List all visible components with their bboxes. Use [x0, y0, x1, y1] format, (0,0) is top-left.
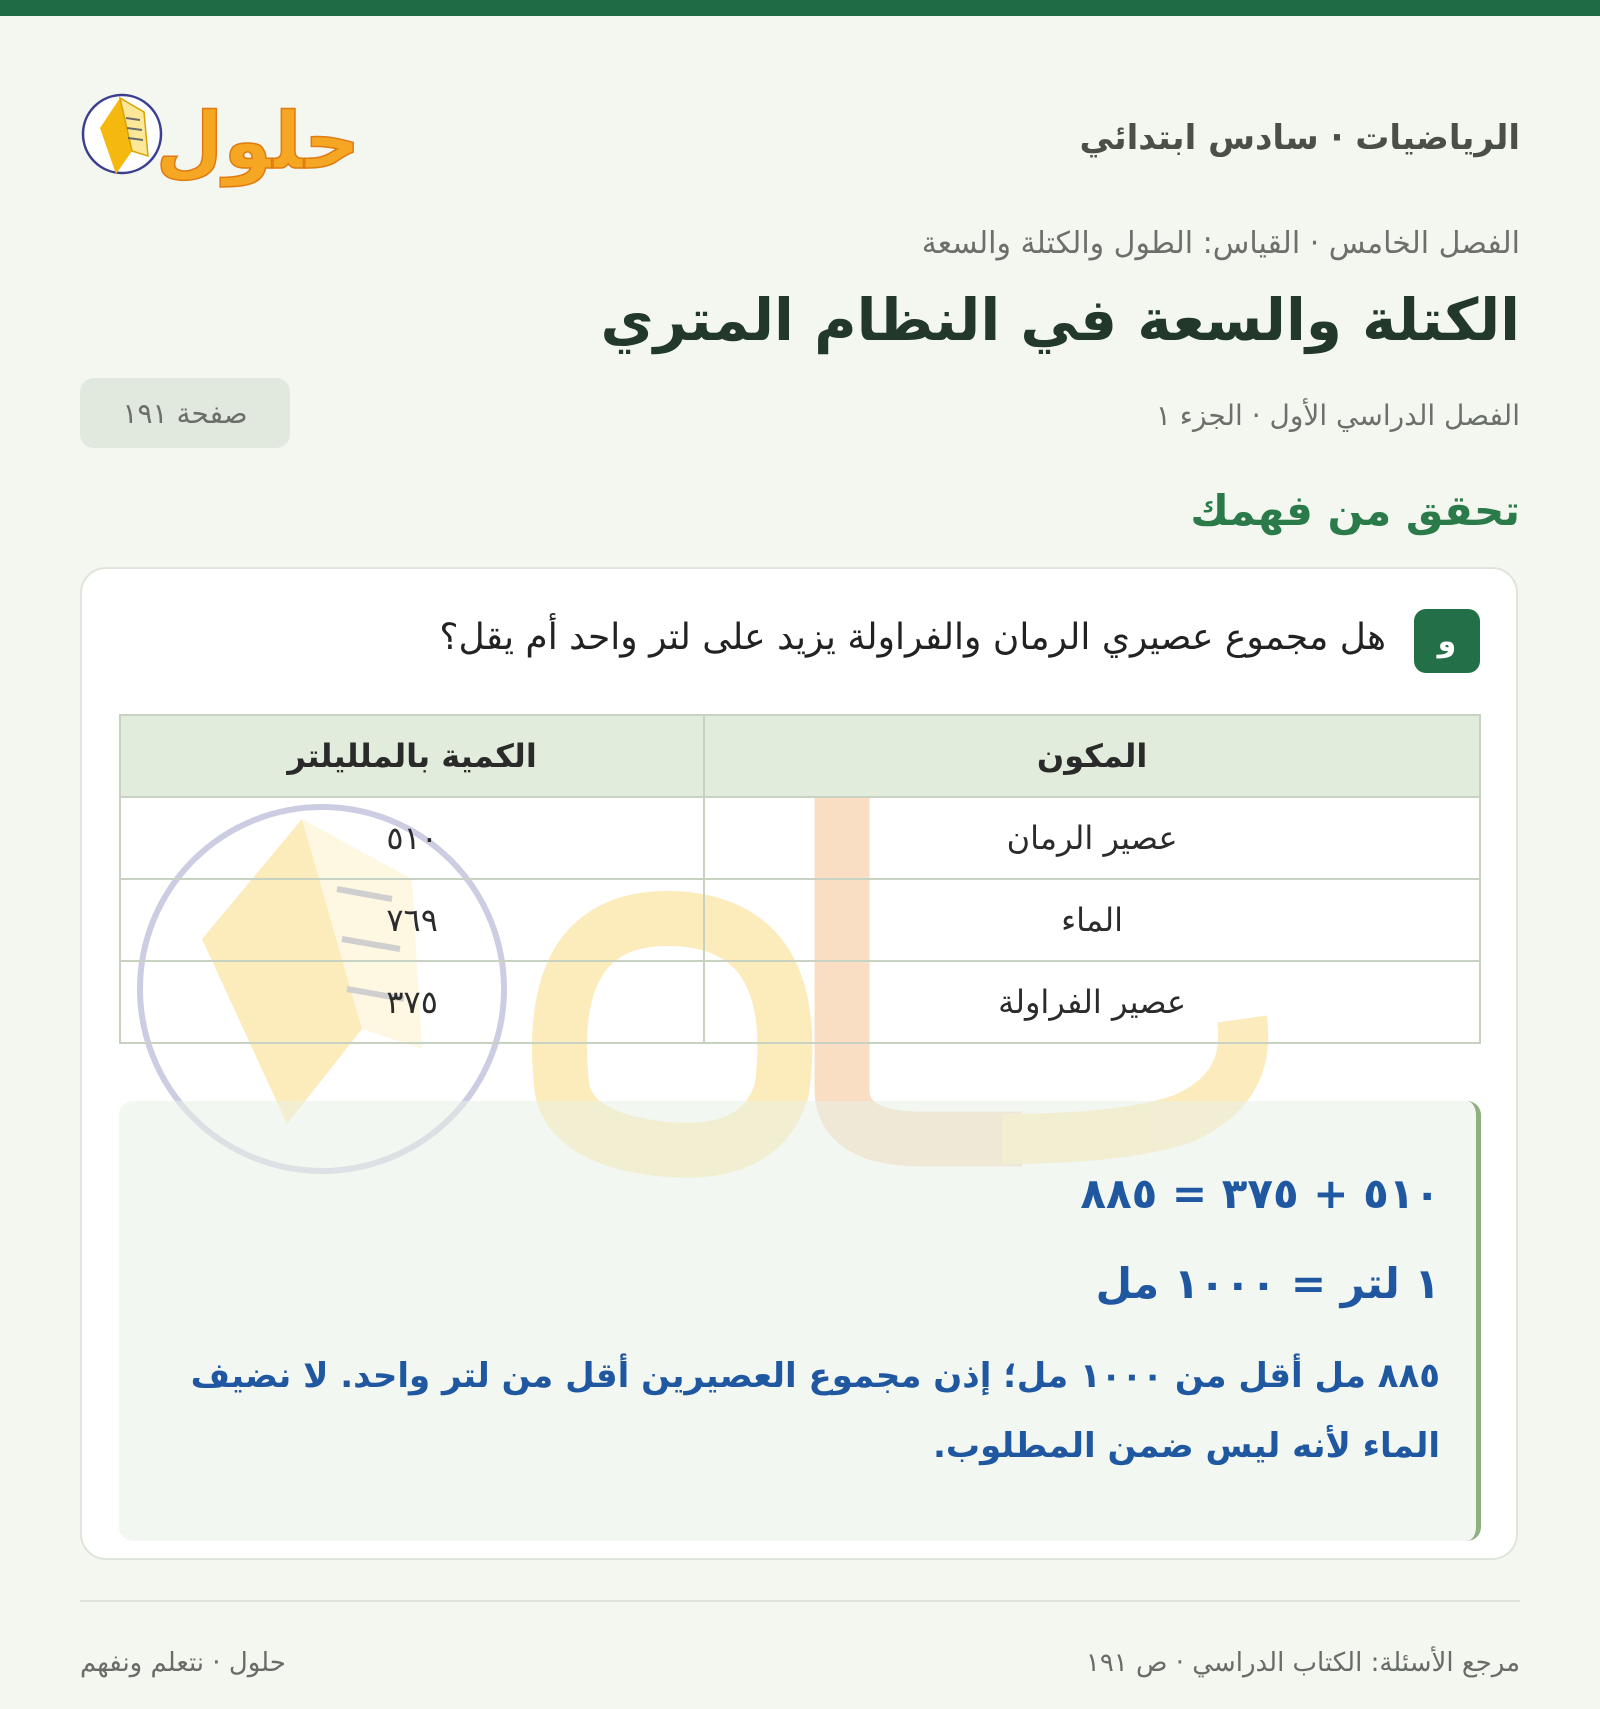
footer-divider — [80, 1600, 1520, 1602]
question-text: هل مجموع عصيري الرمان والفراولة يزيد على لتر واحد أم يقل؟ — [439, 617, 1386, 658]
ingredient-cell: الماء — [704, 879, 1480, 961]
header — [80, 76, 1520, 186]
quantity-cell: ٧٦٩ — [120, 879, 704, 961]
hulul-logo[interactable] — [80, 76, 370, 196]
footer-brand[interactable]: حلول · نتعلم ونفهم — [80, 1648, 286, 1678]
logo-wordmark: حلول — [155, 97, 361, 187]
ingredient-cell: عصير الرمان — [704, 797, 1480, 879]
table-row — [120, 879, 1480, 961]
ingredient-cell: عصير الفراولة — [704, 961, 1480, 1043]
section-heading: تحقق من فهمك — [1190, 486, 1520, 535]
lesson-title: الكتلة والسعة في النظام المتري — [600, 286, 1520, 354]
answer-box — [119, 1101, 1481, 1541]
chapter-breadcrumb: الفصل الخامس · القياس: الطول والكتلة والسعة — [921, 226, 1520, 261]
top-accent-bar — [0, 0, 1600, 16]
answer-equation-conversion: ١ لتر = ١٠٠٠ مل — [1095, 1259, 1440, 1308]
subject-title: الرياضيات · سادس ابتدائي — [1079, 118, 1520, 158]
footer-reference: مرجع الأسئلة: الكتاب الدراسي · ص ١٩١ — [1085, 1648, 1520, 1678]
page — [80, 16, 1520, 1709]
term-info: الفصل الدراسي الأول · الجزء ١ — [1155, 399, 1520, 432]
question-label-badge: و — [1414, 609, 1480, 673]
answer-equation-sum: ٥١٠ + ٣٧٥ = ٨٨٥ — [1080, 1169, 1440, 1218]
answer-explanation: ٨٨٥ مل أقل من ١٠٠٠ مل؛ إذن مجموع العصيرين أقل من لتر واحد. لا نضيف الماء لأنه ليس ضمن المطلوب. — [190, 1356, 1440, 1466]
page-number-badge: صفحة ١٩١ — [80, 378, 290, 448]
ingredients-table — [119, 714, 1481, 1044]
quantity-cell: ٥١٠ — [120, 797, 704, 879]
quantity-cell: ٣٧٥ — [120, 961, 704, 1043]
table-header-row — [120, 715, 1480, 797]
table-row — [120, 797, 1480, 879]
table-row — [120, 961, 1480, 1043]
column-header-quantity: الكمية بالملليلتر — [120, 715, 704, 797]
column-header-ingredient: المكون — [704, 715, 1480, 797]
question-card — [80, 567, 1518, 1560]
